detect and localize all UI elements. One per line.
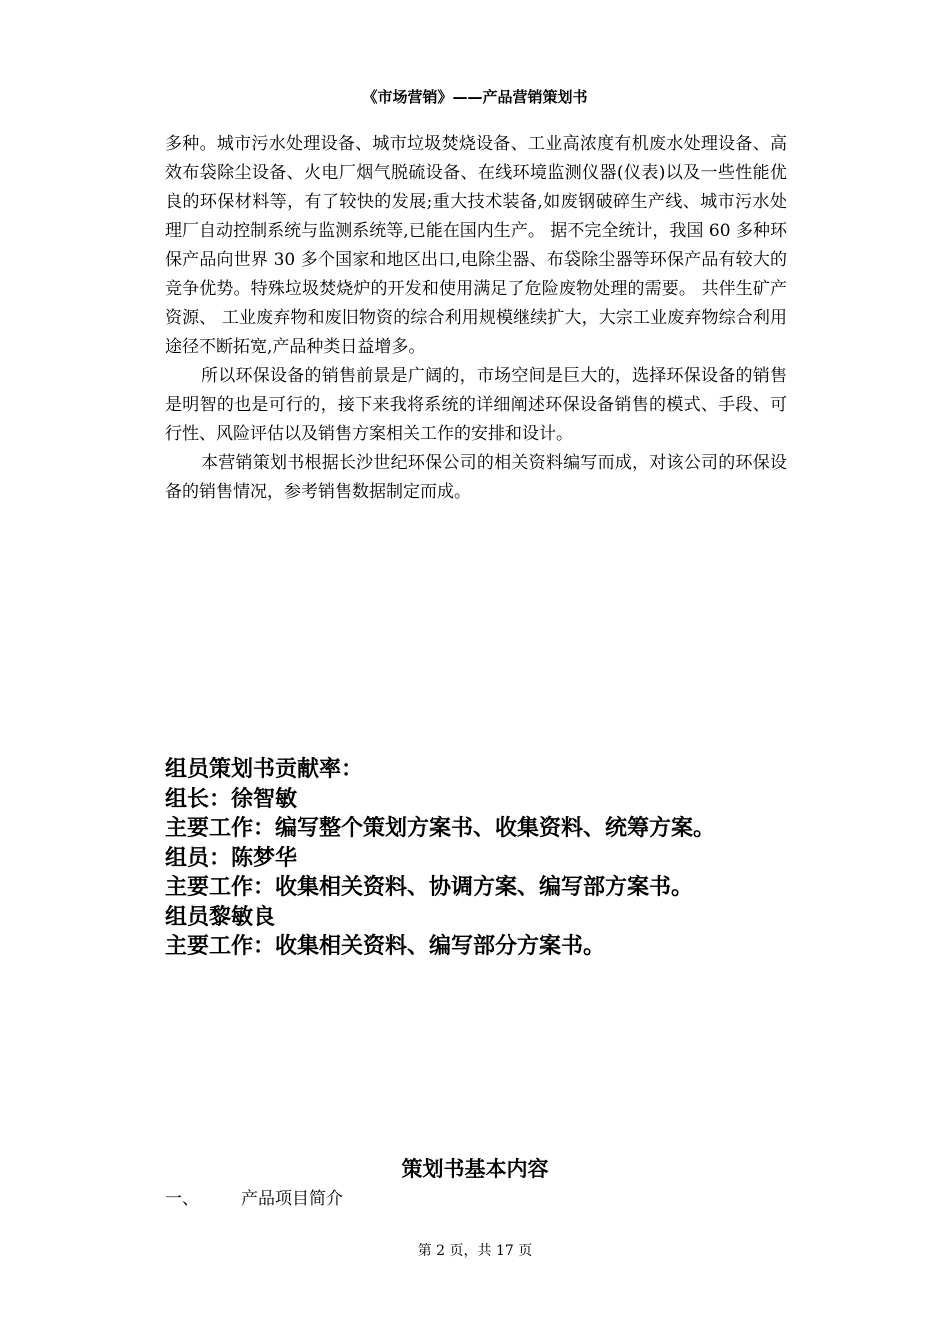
paragraph: 多种。城市污水处理设备、城市垃圾焚烧设备、工业高浓度有机废水处理设备、高效布袋除尘设备、火电厂烟气脱硫设备、在线环境监测仪器(仪表)以及一些性能优良的环保材料等，有了较快的发展;重大技术装备,如废钢破碎生产线、城市污水处理厂自动控制系统与监测系统等,已能在国内生产。 据不完全统计，我国 60 多种环保产品向世界 30 多个国家和地区出口,电除尘器、布袋除尘器等环保产品有较大的竞争优势。特殊垃圾焚烧炉的开发和使用满足了危险废物处理的需要。 共伴生矿产资源、 工业废弃物和废旧物资的综合利用规模继续扩大，大宗工业废弃物综合利用途径不断拓宽,产品种类日益增多。 bbox=[165, 134, 787, 357]
contribution-line: 主要工作：编写整个策划方案书、收集资料、统筹方案。 bbox=[165, 816, 716, 841]
section-title: 策划书基本内容 bbox=[401, 1156, 549, 1181]
contribution-line: 组员黎敏良 bbox=[165, 904, 276, 930]
paragraph: 所以环保设备的销售前景是广阔的，市场空间是巨大的，选择环保设备的销售是明智的也是可行的，接下来我将系统的详细阐述环保设备销售的模式、手段、可行性、风险评估以及销售方案相关工作的安排和设计。 bbox=[165, 366, 787, 444]
outline-item-number: 一、 bbox=[165, 1189, 199, 1209]
outline-item bbox=[165, 1184, 343, 1209]
page-header: 《市场营销》——产品营销策划书 bbox=[362, 88, 588, 106]
contribution-line: 主要工作：收集相关资料、编写部分方案书。 bbox=[165, 934, 606, 959]
contribution-section bbox=[165, 755, 845, 962]
contribution-line: 组长：徐智敏 bbox=[165, 786, 298, 812]
contribution-heading: 组员策划书贡献率： bbox=[165, 757, 364, 782]
contribution-line: 组员：陈梦华 bbox=[165, 845, 298, 871]
paragraph: 本营销策划书根据长沙世纪环保公司的相关资料编写而成，对该公司的环保设备的销售情况，参考销售数据制定而成。 bbox=[165, 453, 787, 502]
page-footer: 第 2 页，共 17 页 bbox=[417, 1243, 533, 1259]
body-text bbox=[165, 130, 787, 507]
outline-item-label: 产品项目简介 bbox=[241, 1189, 343, 1209]
contribution-line: 主要工作：收集相关资料、协调方案、编写部方案书。 bbox=[165, 875, 694, 900]
